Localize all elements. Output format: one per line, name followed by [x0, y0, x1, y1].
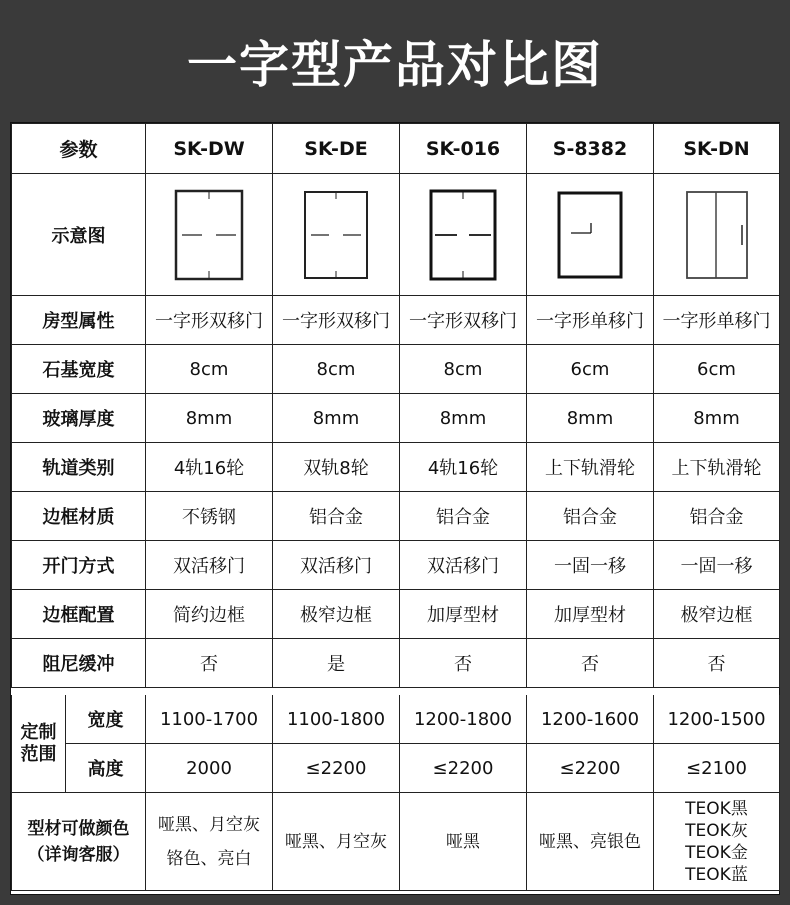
- table-cell: ≤2200: [400, 744, 527, 793]
- double-sliding-door-diagram: [429, 189, 497, 281]
- row-label: 边框材质: [12, 492, 146, 541]
- table-cell: 加厚型材: [527, 590, 654, 639]
- custom-label-line1: 定制: [20, 721, 57, 743]
- table-cell: 8mm: [146, 394, 273, 443]
- color-line: TEOK灰: [685, 820, 748, 841]
- table-cell: 一字形双移门: [400, 296, 527, 345]
- table-row: [12, 541, 780, 590]
- diagram-cell: [527, 174, 654, 296]
- table-cell: 是: [273, 639, 400, 688]
- color-line: 铬色、亮白: [166, 848, 252, 869]
- table-row: [12, 345, 780, 394]
- header-param: 参数: [12, 124, 146, 174]
- table-cell: 1200-1500: [654, 695, 780, 744]
- header-row: [12, 124, 780, 174]
- table-cell: 8mm: [273, 394, 400, 443]
- single-sliding-door-diagram: [685, 190, 749, 280]
- header-model: SK-016: [400, 124, 527, 174]
- diagram-cell: [146, 174, 273, 296]
- table-cell: 否: [527, 639, 654, 688]
- diagram-cell: [273, 174, 400, 296]
- table-row: [12, 492, 780, 541]
- table-cell: 2000: [146, 744, 273, 793]
- color-line: TEOK黑: [685, 798, 748, 819]
- table-cell: 4轨16轮: [400, 443, 527, 492]
- diagram-label: 示意图: [12, 174, 146, 296]
- table-cell: 不锈钢: [146, 492, 273, 541]
- table-cell: 极窄边框: [654, 590, 780, 639]
- table-cell: ≤2100: [654, 744, 780, 793]
- table-cell: 简约边框: [146, 590, 273, 639]
- table-cell: 否: [146, 639, 273, 688]
- page-title: 一字型产品对比图: [187, 36, 603, 94]
- table-cell: 一字形单移门: [527, 296, 654, 345]
- color-line: TEOK金: [685, 842, 748, 863]
- table-cell: 上下轨滑轮: [527, 443, 654, 492]
- diagram-cell: [400, 174, 527, 296]
- single-sliding-door-diagram: [557, 191, 623, 279]
- color-label-line2: （详询客服）: [27, 844, 130, 865]
- table-cell: 1200-1600: [527, 695, 654, 744]
- custom-height-row: [12, 744, 780, 793]
- table-row: [12, 394, 780, 443]
- table-cell: 1200-1800: [400, 695, 527, 744]
- row-label: 玻璃厚度: [12, 394, 146, 443]
- table-cell: ≤2200: [273, 744, 400, 793]
- table-row: [12, 590, 780, 639]
- table-cell: [146, 793, 273, 891]
- width-label: 宽度: [66, 695, 146, 744]
- header-model: SK-DW: [146, 124, 273, 174]
- row-label: 石基宽度: [12, 345, 146, 394]
- table-cell: 8mm: [527, 394, 654, 443]
- table-cell: 否: [400, 639, 527, 688]
- table-cell: 双轨8轮: [273, 443, 400, 492]
- custom-label-line2: 范围: [20, 743, 57, 765]
- table-cell: 一字形双移门: [146, 296, 273, 345]
- table-cell: 4轨16轮: [146, 443, 273, 492]
- table-cell: 一字形双移门: [273, 296, 400, 345]
- table-cell: 哑黑: [400, 793, 527, 891]
- header-model: S-8382: [527, 124, 654, 174]
- table-cell: 加厚型材: [400, 590, 527, 639]
- table-cell: 双活移门: [146, 541, 273, 590]
- color-row: [12, 793, 780, 891]
- double-sliding-door-diagram: [303, 190, 369, 280]
- table-cell: 6cm: [654, 345, 780, 394]
- table-cell: 哑黑、亮银色: [527, 793, 654, 891]
- table-cell: 上下轨滑轮: [654, 443, 780, 492]
- row-label: 轨道类别: [12, 443, 146, 492]
- table-cell: 双活移门: [273, 541, 400, 590]
- double-sliding-door-diagram: [174, 189, 244, 281]
- row-label: 边框配置: [12, 590, 146, 639]
- table-cell: 一固一移: [654, 541, 780, 590]
- table-cell: 8cm: [273, 345, 400, 394]
- comparison-table-frame: [10, 122, 780, 895]
- table-cell: 双活移门: [400, 541, 527, 590]
- custom-width-row: [12, 695, 780, 744]
- table-cell: 6cm: [527, 345, 654, 394]
- table-cell: 8mm: [400, 394, 527, 443]
- table-cell: 铝合金: [654, 492, 780, 541]
- table-cell: 8mm: [654, 394, 780, 443]
- table-cell: 极窄边框: [273, 590, 400, 639]
- table-cell: [654, 793, 780, 891]
- table-cell: 一固一移: [527, 541, 654, 590]
- header-model: SK-DN: [654, 124, 780, 174]
- color-label-line1: 型材可做颜色: [27, 818, 130, 839]
- row-label: 开门方式: [12, 541, 146, 590]
- table-cell: 8cm: [146, 345, 273, 394]
- row-label: 房型属性: [12, 296, 146, 345]
- table-row: [12, 443, 780, 492]
- height-label: 高度: [66, 744, 146, 793]
- diagram-cell: [654, 174, 780, 296]
- table-cell: 1100-1700: [146, 695, 273, 744]
- table-cell: 8cm: [400, 345, 527, 394]
- color-line: TEOK蓝: [685, 864, 748, 885]
- table-cell: 一字形单移门: [654, 296, 780, 345]
- color-label: [12, 793, 146, 891]
- row-label: 阻尼缓冲: [12, 639, 146, 688]
- table-cell: 否: [654, 639, 780, 688]
- table-cell: 1100-1800: [273, 695, 400, 744]
- header-model: SK-DE: [273, 124, 400, 174]
- custom-range-table: [11, 695, 780, 891]
- comparison-table: [11, 123, 780, 688]
- table-cell: 铝合金: [527, 492, 654, 541]
- table-cell: ≤2200: [527, 744, 654, 793]
- table-row: [12, 296, 780, 345]
- table-cell: 铝合金: [273, 492, 400, 541]
- color-line: 哑黑、月空灰: [158, 814, 260, 835]
- custom-range-label: [12, 695, 66, 793]
- table-row: [12, 639, 780, 688]
- table-cell: 哑黑、月空灰: [273, 793, 400, 891]
- table-cell: 铝合金: [400, 492, 527, 541]
- diagram-row: [12, 174, 780, 296]
